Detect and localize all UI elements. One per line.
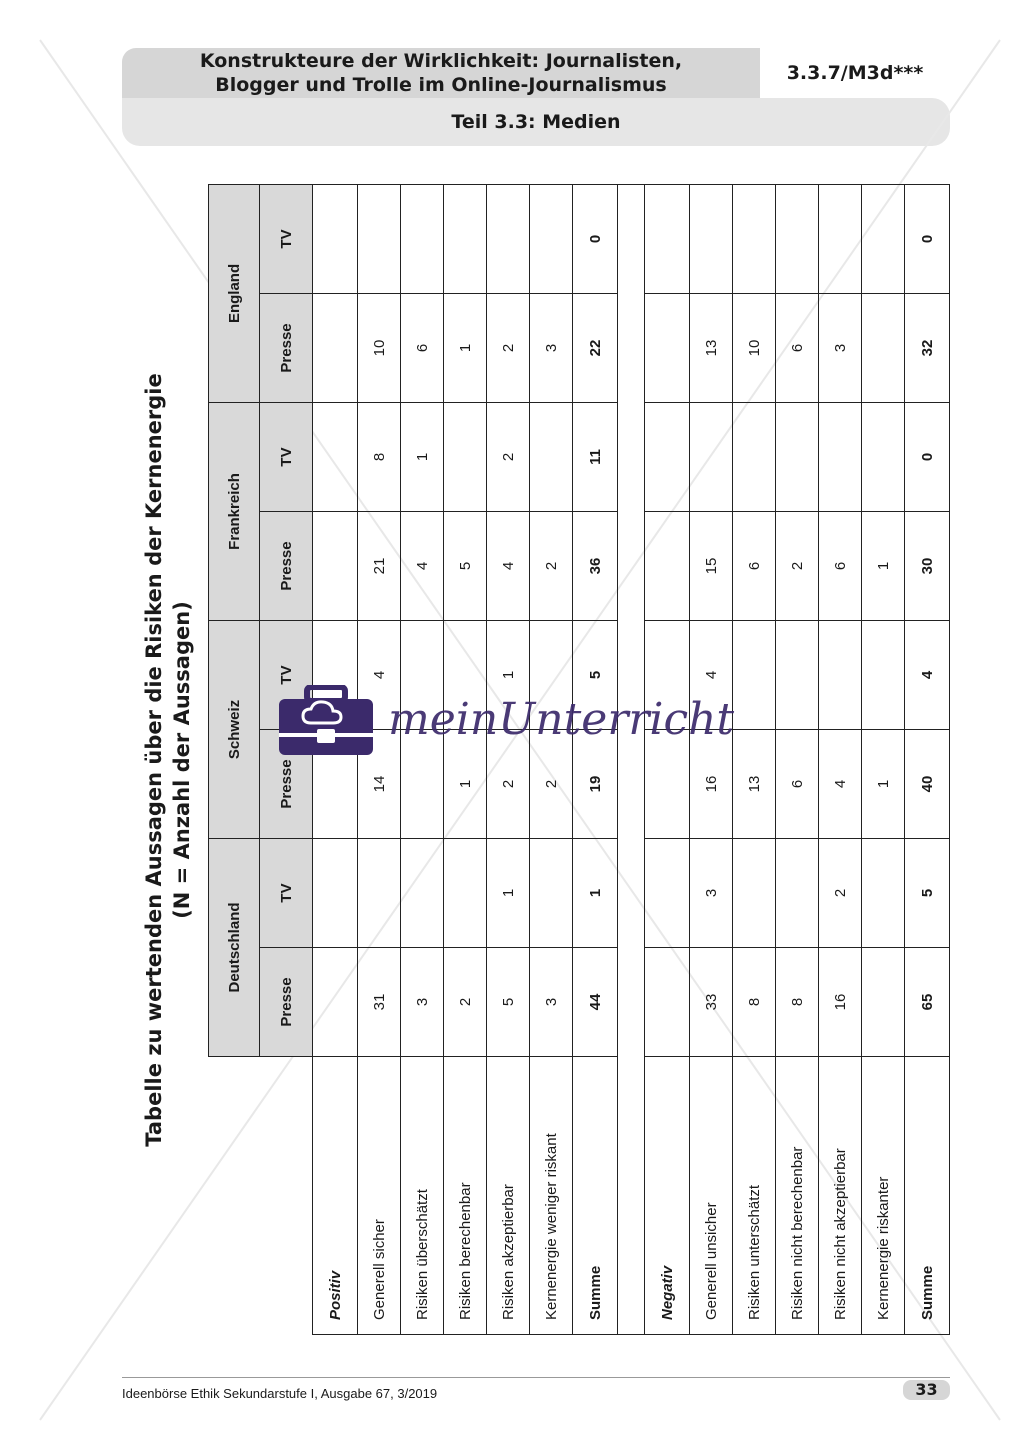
value-cell [862,620,905,729]
empty-cell [313,293,358,402]
table-row [776,184,819,1334]
value-cell: 14 [358,729,401,838]
value-cell: 4 [358,620,401,729]
row-label: Generell sicher [358,1057,401,1335]
value-cell: 2 [530,729,573,838]
sum-cell: 11 [573,402,618,511]
value-cell: 1 [487,838,530,947]
value-cell [776,184,819,293]
value-cell: 2 [444,948,487,1057]
value-cell: 13 [690,293,733,402]
gap-cell [618,184,645,1334]
value-cell [862,838,905,947]
value-cell: 6 [776,729,819,838]
value-cell: 16 [819,948,862,1057]
value-cell [733,184,776,293]
empty-cell [645,838,690,947]
brand-watermark-text: meinUnterricht [388,694,735,745]
value-cell: 5 [487,948,530,1057]
sum-cell: 1 [573,838,618,947]
value-cell: 21 [358,511,401,620]
country-header: England [209,184,260,402]
value-cell: 15 [690,511,733,620]
value-cell [444,184,487,293]
value-cell: 2 [487,729,530,838]
value-cell: 4 [819,729,862,838]
value-cell: 10 [733,293,776,402]
value-cell: 1 [487,620,530,729]
value-cell: 2 [776,511,819,620]
empty-cell [645,511,690,620]
table-title: Tabelle zu wertenden Aussagen über die Risiken der Kernenergie [142,373,166,1147]
table-row [444,184,487,1334]
table-row [401,184,444,1334]
footer-divider [122,1377,950,1378]
value-cell: 3 [530,293,573,402]
table-row [819,184,862,1334]
row-label: Risiken akzeptierbar [487,1057,530,1335]
value-cell [487,184,530,293]
section-row [645,184,690,1334]
briefcase-cloud-icon [277,685,375,759]
sum-cell: 19 [573,729,618,838]
value-cell: 2 [819,838,862,947]
value-cell: 4 [690,620,733,729]
value-cell [530,838,573,947]
sum-cell: 40 [905,729,950,838]
empty-cell [645,293,690,402]
value-cell [444,402,487,511]
value-cell [530,402,573,511]
row-label: Risiken überschätzt [401,1057,444,1335]
value-cell [776,838,819,947]
value-cell: 3 [690,838,733,947]
page-number: 33 [903,1380,950,1400]
value-cell [862,293,905,402]
table-row [690,184,733,1334]
value-cell [819,620,862,729]
value-cell: 2 [487,293,530,402]
value-cell: 2 [530,511,573,620]
country-header: Deutschland [209,838,260,1056]
value-cell [819,402,862,511]
sum-cell: 0 [905,402,950,511]
statements-table [208,184,950,1335]
row-label: Risiken nicht berechenbar [776,1057,819,1335]
value-cell [401,184,444,293]
value-cell: 6 [401,293,444,402]
value-cell: 1 [444,729,487,838]
row-label: Kernenergie weniger riskant [530,1057,573,1335]
sum-cell: 5 [573,620,618,729]
country-header: Schweiz [209,620,260,838]
sum-row [573,184,618,1334]
sub-header-presse: Presse [260,293,313,402]
sum-cell: 0 [573,184,618,293]
empty-cell [645,184,690,293]
sum-cell: 32 [905,293,950,402]
table-row [862,184,905,1334]
sum-cell: 65 [905,948,950,1057]
material-code: 3.3.7/M3d*** [786,62,924,84]
value-cell [530,184,573,293]
sub-header-presse: Presse [260,948,313,1057]
sum-cell: 30 [905,511,950,620]
section-subtitle: Teil 3.3: Medien [451,111,621,133]
empty-cell [313,948,358,1057]
section-row [313,184,358,1334]
value-cell [358,838,401,947]
value-cell: 6 [733,511,776,620]
value-cell [819,184,862,293]
sum-cell: 0 [905,184,950,293]
value-cell [862,184,905,293]
table-row [733,184,776,1334]
value-cell: 16 [690,729,733,838]
table-row [487,184,530,1334]
empty-cell [645,402,690,511]
corner-cell [209,1057,313,1335]
row-label: Risiken berechenbar [444,1057,487,1335]
sum-label: Summe [573,1057,618,1335]
value-cell [401,838,444,947]
row-label: Risiken unterschätzt [733,1057,776,1335]
sum-cell: 22 [573,293,618,402]
sub-header-tv: TV [260,184,313,293]
empty-cell [645,729,690,838]
value-cell: 31 [358,948,401,1057]
value-cell [401,729,444,838]
title-line-1: Konstrukteure der Wirklichkeit: Journalisten, [199,50,683,72]
empty-cell [313,838,358,947]
sum-row [905,184,950,1334]
sum-label: Summe [905,1057,950,1335]
empty-cell [313,402,358,511]
value-cell: 10 [358,293,401,402]
value-cell: 8 [733,948,776,1057]
value-cell: 3 [401,948,444,1057]
country-header: Frankreich [209,402,260,620]
section-label: Positiv [313,1057,358,1335]
row-label: Risiken nicht akzeptierbar [819,1057,862,1335]
empty-cell [645,948,690,1057]
sub-header-tv: TV [260,620,313,729]
value-cell [444,838,487,947]
section-gap-row [618,184,645,1334]
value-cell [776,620,819,729]
value-cell: 3 [819,293,862,402]
footer-source: Ideenbörse Ethik Sekundarstufe I, Ausgabe 67, 3/2019 [122,1386,438,1401]
value-cell: 1 [401,402,444,511]
empty-cell [313,184,358,293]
title-line-2: Blogger und Trolle im Online-Journalismus [215,74,667,96]
value-cell: 33 [690,948,733,1057]
sum-cell: 44 [573,948,618,1057]
value-cell: 6 [819,511,862,620]
rotated-table-block [142,185,952,1335]
value-cell [862,402,905,511]
value-cell: 5 [444,511,487,620]
sub-header-presse: Presse [260,511,313,620]
table-row [358,184,401,1334]
value-cell: 8 [776,948,819,1057]
value-cell [776,402,819,511]
sum-cell: 36 [573,511,618,620]
sub-header-presse: Presse [260,729,313,838]
value-cell: 1 [862,729,905,838]
row-label: Generell unsicher [690,1057,733,1335]
value-cell: 13 [733,729,776,838]
value-cell: 1 [862,511,905,620]
value-cell [733,620,776,729]
value-cell: 1 [444,293,487,402]
row-label: Kernenergie riskanter [862,1057,905,1335]
value-cell: 4 [401,511,444,620]
table-subtitle: (N = Anzahl der Aussagen) [170,601,194,919]
value-cell: 3 [530,948,573,1057]
value-cell: 8 [358,402,401,511]
section-label: Negativ [645,1057,690,1335]
value-cell: 2 [487,402,530,511]
value-cell: 4 [487,511,530,620]
value-cell [690,184,733,293]
empty-cell [313,511,358,620]
sum-cell: 5 [905,838,950,947]
value-cell [862,948,905,1057]
value-cell [733,838,776,947]
value-cell [733,402,776,511]
value-cell [690,402,733,511]
value-cell [358,184,401,293]
sub-header-tv: TV [260,402,313,511]
sub-header-tv: TV [260,838,313,947]
sum-cell: 4 [905,620,950,729]
value-cell: 6 [776,293,819,402]
table-row [530,184,573,1334]
